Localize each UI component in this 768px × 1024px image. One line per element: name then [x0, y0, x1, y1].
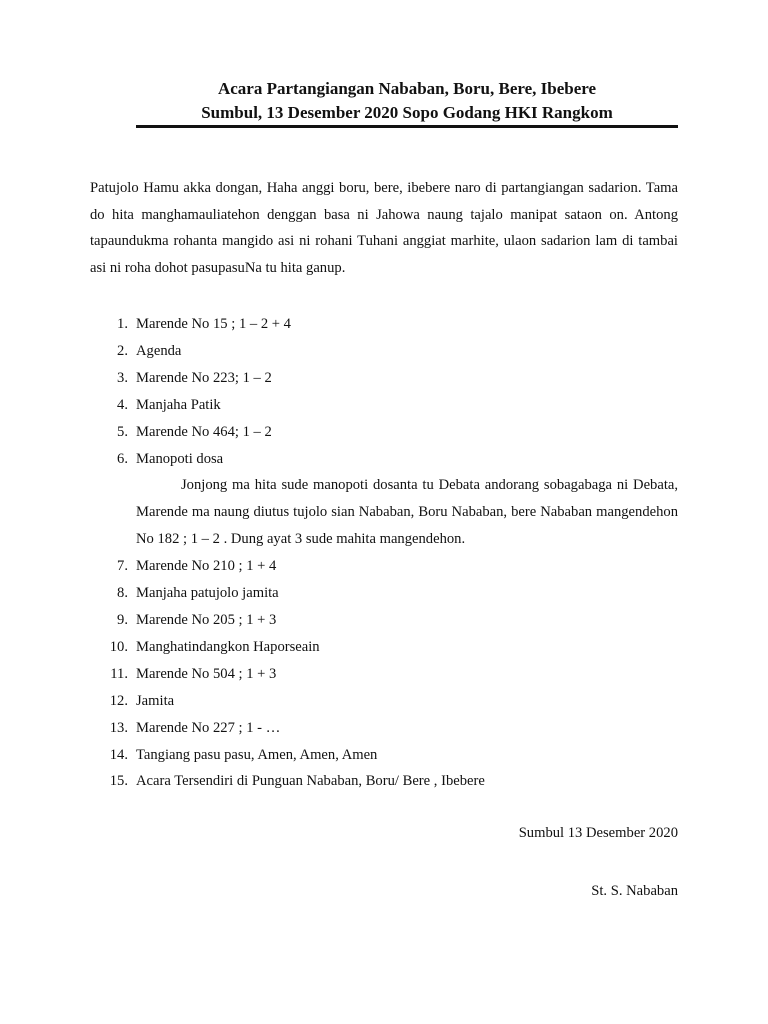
agenda-item-number: 5.	[117, 423, 128, 440]
agenda-item-number: 3.	[117, 369, 128, 386]
signature-date: Sumbul 13 Desember 2020	[518, 825, 678, 841]
agenda-item-number: 12.	[109, 692, 128, 709]
agenda-item	[90, 446, 678, 554]
agenda-item	[90, 580, 678, 607]
agenda-item-number: 6.	[117, 450, 128, 467]
agenda-item	[90, 338, 678, 365]
agenda-item-number: 14.	[109, 746, 128, 763]
agenda-item-text: Agenda	[136, 342, 182, 359]
agenda-item-text: Manopoti dosa	[136, 450, 224, 467]
agenda-item-text: Acara Tersendiri di Punguan Nababan, Boru/ Bere , Ibebere	[136, 773, 485, 790]
agenda-item-text: Marende No 504 ; 1 + 3	[136, 665, 277, 682]
agenda-item	[90, 392, 678, 419]
intro-paragraph: Patujolo Hamu akka dongan, Haha anggi boru, bere, ibebere naro di partangiangan sadarion. Tama do hita manghamauliatehon denggan basa ni Jahowa naung tajalo manipat sataon on. Antong tapaundukma rohanta mangido asi ni rohani Tuhani anggiat marhite, ulaon sadarion lam di tambai asi ni roha dohot pasupasuNa tu hita ganup.	[90, 180, 678, 276]
agenda-item-text: Tangiang pasu pasu, Amen, Amen, Amen	[136, 746, 378, 763]
document-title: Acara Partangiangan Nababan, Boru, Bere, Ibebere	[217, 79, 597, 98]
agenda-item	[90, 419, 678, 446]
agenda-item-text: Manjaha patujolo jamita	[136, 585, 279, 602]
agenda-item-number: 13.	[109, 719, 128, 736]
agenda-item-description: Jonjong ma hita sude manopoti dosanta tu Debata andorang sobagabaga ni Debata, Marende ma naung diutus tujolo sian Nababan, Boru Nababan, bere Nababan mangendehon No 182 ; 1 – 2 . Dung ayat 3 sude mahita mangendehon.	[136, 477, 678, 548]
agenda-item	[90, 553, 678, 580]
agenda-item	[90, 742, 678, 769]
agenda-item-text: Marende No 227 ; 1 - …	[136, 719, 281, 736]
agenda-item-number: 10.	[109, 638, 128, 655]
agenda-item	[90, 715, 678, 742]
agenda-item-text: Marende No 464; 1 – 2	[136, 423, 272, 440]
agenda-item	[90, 365, 678, 392]
agenda-item-number: 15.	[109, 773, 128, 790]
title-underline	[136, 125, 678, 128]
agenda-item-text: Marende No 210 ; 1 + 4	[136, 558, 277, 575]
agenda-item-number: 11.	[110, 665, 128, 682]
signer-name: St. S. Nababan	[591, 883, 678, 899]
agenda-list	[90, 311, 678, 795]
agenda-item-text: Marende No 205 ; 1 + 3	[136, 611, 277, 628]
agenda-item-number: 8.	[117, 585, 128, 602]
agenda-item	[90, 634, 678, 661]
agenda-item-text: Marende No 223; 1 – 2	[136, 369, 272, 386]
agenda-item-number: 9.	[117, 611, 128, 628]
agenda-item-number: 2.	[117, 342, 128, 359]
agenda-item-number: 1.	[117, 316, 128, 332]
agenda-item-text: Jamita	[136, 692, 175, 709]
agenda-item-number: 4.	[117, 396, 128, 413]
agenda-item	[90, 768, 678, 795]
agenda-item	[90, 688, 678, 715]
agenda-item	[90, 607, 678, 634]
agenda-item	[90, 661, 678, 688]
agenda-item-text: Marende No 15 ; 1 – 2 + 4	[136, 316, 291, 332]
agenda-item-text: Manjaha Patik	[136, 396, 221, 413]
agenda-item-number: 7.	[117, 558, 128, 575]
agenda-item	[90, 311, 678, 338]
document-subtitle: Sumbul, 13 Desember 2020 Sopo Godang HKI Rangkom	[201, 103, 613, 122]
agenda-item-text: Manghatindangkon Haporseain	[136, 638, 320, 655]
